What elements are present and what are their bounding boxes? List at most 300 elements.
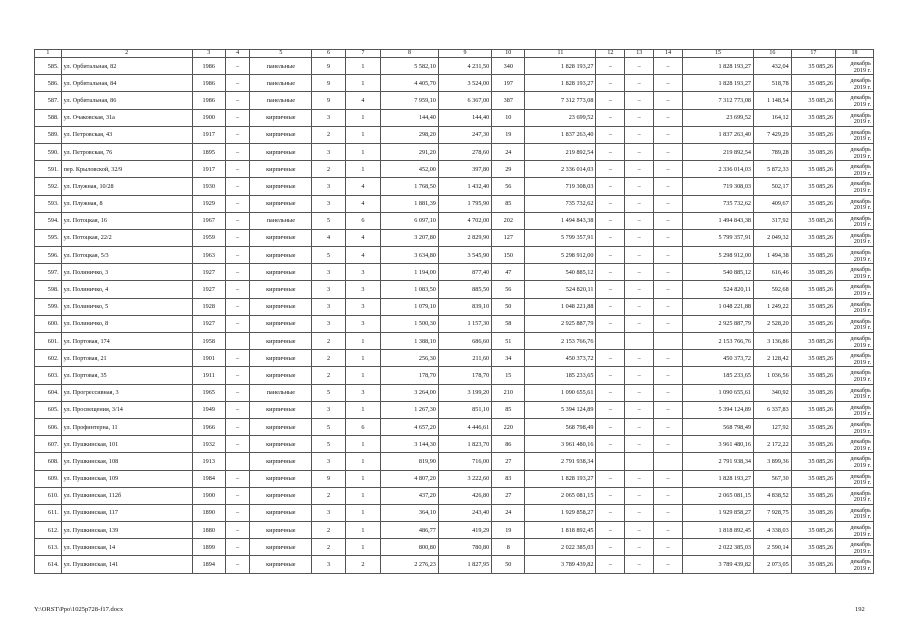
cell-cost-col-14: – bbox=[654, 315, 683, 332]
cell-floors: 3 bbox=[312, 504, 345, 521]
cell-total-cost: 1 828 193,27 bbox=[525, 75, 596, 92]
cell-residents: 340 bbox=[492, 58, 525, 75]
cell-cost-col-12: – bbox=[596, 247, 625, 264]
cell-wall-material: кирпичные bbox=[250, 229, 312, 246]
cell-cost-per-sqm: 409,67 bbox=[754, 195, 792, 212]
cell-address: ул. Петровская, 43 bbox=[61, 126, 192, 143]
table-row bbox=[35, 436, 874, 453]
cell-completion-date: декабрь 2019 г. bbox=[836, 126, 874, 143]
cell-cost-per-sqm: 592,68 bbox=[754, 281, 792, 298]
cell-total-area: 1 267,30 bbox=[381, 401, 439, 418]
cell-total-area: 256,30 bbox=[381, 350, 439, 367]
cell-residents: 58 bbox=[492, 315, 525, 332]
cell-residents: 10 bbox=[492, 109, 525, 126]
cell-floors: 5 bbox=[312, 247, 345, 264]
cell-total-area: 4 657,20 bbox=[381, 418, 439, 435]
cell-cost-col-12: – bbox=[596, 504, 625, 521]
cell-total-cost: 735 732,62 bbox=[525, 195, 596, 212]
cell-entrances: 4 bbox=[345, 92, 381, 109]
cell-year-reconstructed: – bbox=[225, 281, 249, 298]
table-row bbox=[35, 367, 874, 384]
cell-address: ул. Полиничко, 4 bbox=[61, 281, 192, 298]
cell-cost-col-13: – bbox=[625, 143, 654, 160]
cell-cost-col-14: – bbox=[654, 75, 683, 92]
cell-address: ул. Очаковская, 31а bbox=[61, 109, 192, 126]
table-body bbox=[35, 58, 874, 574]
cell-residents: 387 bbox=[492, 92, 525, 109]
cell-cost-col-12: – bbox=[596, 161, 625, 178]
cell-address: ул. Потоцкая, 16 bbox=[61, 212, 192, 229]
cell-cost-per-sqm: 317,92 bbox=[754, 212, 792, 229]
column-header: 3 bbox=[192, 50, 225, 58]
cell-year-built: 1958 bbox=[192, 333, 225, 350]
cell-floors: 9 bbox=[312, 58, 345, 75]
cell-residents: 15 bbox=[492, 367, 525, 384]
cell-completion-date: декабрь 2019 г. bbox=[836, 178, 874, 195]
cell-cost-col-12: – bbox=[596, 229, 625, 246]
cell-max-cost-per-sqm: 35 085,26 bbox=[791, 178, 835, 195]
cell-capital-repair-cost: 1 048 221,88 bbox=[682, 298, 753, 315]
column-header: 11 bbox=[525, 50, 596, 58]
cell-floors: 3 bbox=[312, 556, 345, 573]
cell-cost-col-12: – bbox=[596, 298, 625, 315]
cell-row-number: 603. bbox=[35, 367, 62, 384]
cell-entrances: 3 bbox=[345, 384, 381, 401]
page-number: 192 bbox=[855, 606, 865, 613]
cell-total-cost: 1 837 263,40 bbox=[525, 126, 596, 143]
cell-row-number: 592. bbox=[35, 178, 62, 195]
cell-completion-date: декабрь 2019 г. bbox=[836, 401, 874, 418]
cell-year-built: 1899 bbox=[192, 539, 225, 556]
cell-row-number: 599. bbox=[35, 298, 62, 315]
cell-cost-col-12 bbox=[596, 333, 625, 350]
cell-residents: 220 bbox=[492, 418, 525, 435]
cell-wall-material: кирпичные bbox=[250, 109, 312, 126]
cell-cost-col-14: – bbox=[654, 178, 683, 195]
cell-cost-col-13: – bbox=[625, 367, 654, 384]
cell-wall-material: кирпичные bbox=[250, 281, 312, 298]
cell-year-built: 1894 bbox=[192, 556, 225, 573]
cell-capital-repair-cost: 7 312 773,08 bbox=[682, 92, 753, 109]
cell-year-reconstructed: – bbox=[225, 315, 249, 332]
cell-year-reconstructed: – bbox=[225, 470, 249, 487]
cell-living-area: 4 446,61 bbox=[438, 418, 491, 435]
cell-year-reconstructed: – bbox=[225, 178, 249, 195]
cell-year-reconstructed: – bbox=[225, 350, 249, 367]
cell-living-area: 686,60 bbox=[438, 333, 491, 350]
cell-total-cost: 1 090 655,61 bbox=[525, 384, 596, 401]
cell-residents: 150 bbox=[492, 247, 525, 264]
cell-row-number: 612. bbox=[35, 522, 62, 539]
housing-register-table bbox=[34, 49, 874, 574]
cell-residents: 27 bbox=[492, 487, 525, 504]
cell-year-built: 1927 bbox=[192, 315, 225, 332]
cell-total-cost: 2 022 385,03 bbox=[525, 539, 596, 556]
cell-row-number: 585. bbox=[35, 58, 62, 75]
cell-address: ул. Пушкинская, 101 bbox=[61, 436, 192, 453]
cell-residents: 86 bbox=[492, 436, 525, 453]
cell-capital-repair-cost: 3 961 480,16 bbox=[682, 436, 753, 453]
cell-total-area: 1 194,00 bbox=[381, 264, 439, 281]
cell-year-reconstructed: – bbox=[225, 522, 249, 539]
cell-cost-col-12: – bbox=[596, 264, 625, 281]
cell-cost-per-sqm: 502,17 bbox=[754, 178, 792, 195]
cell-floors: 3 bbox=[312, 195, 345, 212]
table-row bbox=[35, 143, 874, 160]
cell-floors: 2 bbox=[312, 367, 345, 384]
cell-wall-material: кирпичные bbox=[250, 470, 312, 487]
cell-capital-repair-cost: 2 336 014,03 bbox=[682, 161, 753, 178]
cell-entrances: 1 bbox=[345, 401, 381, 418]
cell-total-area: 452,00 bbox=[381, 161, 439, 178]
cell-completion-date: декабрь 2019 г. bbox=[836, 384, 874, 401]
column-header: 6 bbox=[312, 50, 345, 58]
cell-entrances: 3 bbox=[345, 281, 381, 298]
cell-cost-col-12: – bbox=[596, 92, 625, 109]
cell-wall-material: кирпичные bbox=[250, 143, 312, 160]
cell-cost-col-12: – bbox=[596, 109, 625, 126]
cell-year-built: 1927 bbox=[192, 281, 225, 298]
cell-cost-col-13: – bbox=[625, 487, 654, 504]
cell-floors: 9 bbox=[312, 75, 345, 92]
cell-year-reconstructed: – bbox=[225, 436, 249, 453]
cell-entrances: 1 bbox=[345, 75, 381, 92]
cell-row-number: 601. bbox=[35, 333, 62, 350]
cell-residents: 85 bbox=[492, 195, 525, 212]
cell-max-cost-per-sqm: 35 085,26 bbox=[791, 264, 835, 281]
cell-capital-repair-cost: 1 828 193,27 bbox=[682, 58, 753, 75]
cell-row-number: 594. bbox=[35, 212, 62, 229]
cell-cost-per-sqm: 3 899,36 bbox=[754, 453, 792, 470]
cell-cost-col-13: – bbox=[625, 281, 654, 298]
cell-cost-col-13 bbox=[625, 453, 654, 470]
cell-total-cost: 5 799 357,91 bbox=[525, 229, 596, 246]
cell-cost-col-13: – bbox=[625, 109, 654, 126]
cell-cost-per-sqm: 1 494,38 bbox=[754, 247, 792, 264]
cell-completion-date: декабрь 2019 г. bbox=[836, 281, 874, 298]
cell-year-built: 1965 bbox=[192, 384, 225, 401]
cell-max-cost-per-sqm: 35 085,26 bbox=[791, 298, 835, 315]
cell-max-cost-per-sqm: 35 085,26 bbox=[791, 539, 835, 556]
cell-year-reconstructed: – bbox=[225, 418, 249, 435]
cell-capital-repair-cost: 185 233,65 bbox=[682, 367, 753, 384]
cell-completion-date: декабрь 2019 г. bbox=[836, 470, 874, 487]
cell-row-number: 586. bbox=[35, 75, 62, 92]
cell-floors: 3 bbox=[312, 453, 345, 470]
cell-cost-col-14: – bbox=[654, 126, 683, 143]
cell-address: ул. Потоцкая, 5/3 bbox=[61, 247, 192, 264]
column-header: 2 bbox=[61, 50, 192, 58]
cell-capital-repair-cost: 568 798,49 bbox=[682, 418, 753, 435]
cell-row-number: 588. bbox=[35, 109, 62, 126]
cell-year-built: 1986 bbox=[192, 58, 225, 75]
cell-cost-col-13: – bbox=[625, 418, 654, 435]
cell-cost-col-13: – bbox=[625, 229, 654, 246]
cell-cost-col-13 bbox=[625, 333, 654, 350]
cell-entrances: 2 bbox=[345, 556, 381, 573]
cell-max-cost-per-sqm: 35 085,26 bbox=[791, 333, 835, 350]
cell-residents: 56 bbox=[492, 178, 525, 195]
cell-max-cost-per-sqm: 35 085,26 bbox=[791, 212, 835, 229]
table-row bbox=[35, 522, 874, 539]
cell-row-number: 600. bbox=[35, 315, 62, 332]
cell-cost-col-13: – bbox=[625, 212, 654, 229]
table-row bbox=[35, 229, 874, 246]
cell-cost-col-13: – bbox=[625, 522, 654, 539]
cell-max-cost-per-sqm: 35 085,26 bbox=[791, 470, 835, 487]
cell-total-area: 1 881,39 bbox=[381, 195, 439, 212]
cell-year-built: 1917 bbox=[192, 126, 225, 143]
cell-cost-col-14: – bbox=[654, 522, 683, 539]
cell-wall-material: кирпичные bbox=[250, 436, 312, 453]
cell-entrances: 1 bbox=[345, 522, 381, 539]
cell-year-built: 1959 bbox=[192, 229, 225, 246]
cell-row-number: 604. bbox=[35, 384, 62, 401]
cell-row-number: 605. bbox=[35, 401, 62, 418]
cell-cost-col-13: – bbox=[625, 298, 654, 315]
cell-floors: 5 bbox=[312, 436, 345, 453]
cell-wall-material: кирпичные bbox=[250, 333, 312, 350]
cell-living-area: 278,60 bbox=[438, 143, 491, 160]
cell-completion-date: декабрь 2019 г. bbox=[836, 161, 874, 178]
table-row bbox=[35, 401, 874, 418]
cell-year-reconstructed: – bbox=[225, 75, 249, 92]
table-row bbox=[35, 126, 874, 143]
cell-completion-date: декабрь 2019 г. bbox=[836, 229, 874, 246]
cell-address: ул. Орбитальная, 84 bbox=[61, 75, 192, 92]
cell-capital-repair-cost: 1 837 263,40 bbox=[682, 126, 753, 143]
cell-total-area: 178,70 bbox=[381, 367, 439, 384]
cell-total-area: 800,80 bbox=[381, 539, 439, 556]
cell-cost-col-14: – bbox=[654, 92, 683, 109]
cell-capital-repair-cost: 524 820,11 bbox=[682, 281, 753, 298]
cell-completion-date: декабрь 2019 г. bbox=[836, 504, 874, 521]
cell-cost-col-13: – bbox=[625, 195, 654, 212]
cell-cost-col-13: – bbox=[625, 470, 654, 487]
cell-wall-material: панельные bbox=[250, 92, 312, 109]
table-row bbox=[35, 58, 874, 75]
cell-row-number: 598. bbox=[35, 281, 62, 298]
table-row bbox=[35, 212, 874, 229]
cell-cost-per-sqm: 1 148,54 bbox=[754, 92, 792, 109]
cell-floors: 2 bbox=[312, 350, 345, 367]
table-row bbox=[35, 264, 874, 281]
cell-capital-repair-cost: 1 828 193,27 bbox=[682, 75, 753, 92]
cell-floors: 2 bbox=[312, 487, 345, 504]
cell-entrances: 4 bbox=[345, 247, 381, 264]
cell-cost-col-12: – bbox=[596, 522, 625, 539]
cell-residents: 29 bbox=[492, 161, 525, 178]
cell-cost-col-13: – bbox=[625, 436, 654, 453]
cell-completion-date: декабрь 2019 г. bbox=[836, 539, 874, 556]
cell-address: ул. Полиничко, 8 bbox=[61, 315, 192, 332]
cell-total-area: 298,20 bbox=[381, 126, 439, 143]
cell-cost-col-13: – bbox=[625, 350, 654, 367]
cell-year-built: 1928 bbox=[192, 298, 225, 315]
cell-total-cost: 719 308,03 bbox=[525, 178, 596, 195]
cell-completion-date: декабрь 2019 г. bbox=[836, 367, 874, 384]
cell-max-cost-per-sqm: 35 085,26 bbox=[791, 247, 835, 264]
cell-address: ул. Портовая, 35 bbox=[61, 367, 192, 384]
cell-cost-col-12: – bbox=[596, 75, 625, 92]
cell-wall-material: кирпичные bbox=[250, 367, 312, 384]
cell-year-reconstructed: – bbox=[225, 212, 249, 229]
cell-year-reconstructed: – bbox=[225, 504, 249, 521]
cell-living-area: 2 829,90 bbox=[438, 229, 491, 246]
cell-max-cost-per-sqm: 35 085,26 bbox=[791, 126, 835, 143]
cell-cost-per-sqm: 2 049,32 bbox=[754, 229, 792, 246]
cell-year-reconstructed: – bbox=[225, 401, 249, 418]
cell-year-reconstructed: – bbox=[225, 247, 249, 264]
cell-year-reconstructed bbox=[225, 333, 249, 350]
cell-living-area: 3 199,20 bbox=[438, 384, 491, 401]
cell-max-cost-per-sqm: 35 085,26 bbox=[791, 436, 835, 453]
cell-address: ул. Пушкинская, 109 bbox=[61, 470, 192, 487]
column-header: 1 bbox=[35, 50, 62, 58]
cell-floors: 2 bbox=[312, 161, 345, 178]
cell-total-cost: 23 699,52 bbox=[525, 109, 596, 126]
cell-living-area: 3 222,60 bbox=[438, 470, 491, 487]
cell-completion-date: декабрь 2019 г. bbox=[836, 212, 874, 229]
cell-completion-date: декабрь 2019 г. bbox=[836, 109, 874, 126]
table-row bbox=[35, 470, 874, 487]
cell-living-area: 426,80 bbox=[438, 487, 491, 504]
cell-total-cost: 5 298 912,00 bbox=[525, 247, 596, 264]
cell-capital-repair-cost: 2 791 938,34 bbox=[682, 453, 753, 470]
cell-total-area: 3 634,80 bbox=[381, 247, 439, 264]
cell-year-built: 1932 bbox=[192, 436, 225, 453]
cell-cost-col-13: – bbox=[625, 504, 654, 521]
cell-cost-per-sqm: 432,04 bbox=[754, 58, 792, 75]
column-header: 14 bbox=[654, 50, 683, 58]
table-row bbox=[35, 453, 874, 470]
cell-entrances: 4 bbox=[345, 229, 381, 246]
cell-year-reconstructed: – bbox=[225, 126, 249, 143]
cell-total-area: 3 264,00 bbox=[381, 384, 439, 401]
cell-cost-col-12: – bbox=[596, 436, 625, 453]
cell-entrances: 6 bbox=[345, 418, 381, 435]
cell-cost-col-13: – bbox=[625, 384, 654, 401]
cell-entrances: 1 bbox=[345, 126, 381, 143]
cell-entrances: 6 bbox=[345, 212, 381, 229]
cell-year-built: 1967 bbox=[192, 212, 225, 229]
cell-cost-per-sqm: 2 528,20 bbox=[754, 315, 792, 332]
cell-max-cost-per-sqm: 35 085,26 bbox=[791, 487, 835, 504]
cell-cost-per-sqm: 7 429,29 bbox=[754, 126, 792, 143]
cell-year-built: 1917 bbox=[192, 161, 225, 178]
cell-year-reconstructed: – bbox=[225, 161, 249, 178]
cell-total-cost: 450 373,72 bbox=[525, 350, 596, 367]
cell-address: ул. Профинтерна, 11 bbox=[61, 418, 192, 435]
cell-address: ул. Портовая, 174 bbox=[61, 333, 192, 350]
cell-address: ул. Петровская, 76 bbox=[61, 143, 192, 160]
cell-year-built: 1930 bbox=[192, 178, 225, 195]
cell-cost-col-12: – bbox=[596, 350, 625, 367]
cell-address: ул. Орбитальная, 82 bbox=[61, 58, 192, 75]
cell-cost-per-sqm: 2 172,22 bbox=[754, 436, 792, 453]
cell-total-area: 437,20 bbox=[381, 487, 439, 504]
cell-capital-repair-cost: 735 732,62 bbox=[682, 195, 753, 212]
cell-year-built: 1913 bbox=[192, 453, 225, 470]
cell-cost-col-12: – bbox=[596, 281, 625, 298]
cell-cost-col-14: – bbox=[654, 109, 683, 126]
cell-total-cost: 3 789 439,82 bbox=[525, 556, 596, 573]
cell-cost-col-14: – bbox=[654, 195, 683, 212]
cell-floors: 3 bbox=[312, 315, 345, 332]
cell-cost-col-14: – bbox=[654, 436, 683, 453]
cell-cost-per-sqm: 1 036,56 bbox=[754, 367, 792, 384]
cell-residents: 50 bbox=[492, 298, 525, 315]
cell-max-cost-per-sqm: 35 085,26 bbox=[791, 384, 835, 401]
cell-floors: 3 bbox=[312, 178, 345, 195]
table-row bbox=[35, 350, 874, 367]
table-row bbox=[35, 315, 874, 332]
column-header: 17 bbox=[791, 50, 835, 58]
cell-residents: 83 bbox=[492, 470, 525, 487]
cell-floors: 9 bbox=[312, 470, 345, 487]
cell-cost-col-14: – bbox=[654, 539, 683, 556]
cell-total-cost: 2 065 081,15 bbox=[525, 487, 596, 504]
cell-entrances: 3 bbox=[345, 315, 381, 332]
cell-cost-col-14: – bbox=[654, 212, 683, 229]
cell-entrances: 1 bbox=[345, 161, 381, 178]
cell-completion-date: декабрь 2019 г. bbox=[836, 453, 874, 470]
column-header: 9 bbox=[438, 50, 491, 58]
cell-floors: 3 bbox=[312, 298, 345, 315]
cell-total-area: 4 405,70 bbox=[381, 75, 439, 92]
cell-wall-material: кирпичные bbox=[250, 522, 312, 539]
cell-cost-col-14: – bbox=[654, 367, 683, 384]
cell-year-built: 1966 bbox=[192, 418, 225, 435]
cell-cost-per-sqm: 2 590,14 bbox=[754, 539, 792, 556]
column-header: 4 bbox=[225, 50, 249, 58]
cell-address: ул. Пушкинская, 141 bbox=[61, 556, 192, 573]
cell-max-cost-per-sqm: 35 085,26 bbox=[791, 522, 835, 539]
cell-capital-repair-cost: 2 153 766,76 bbox=[682, 333, 753, 350]
cell-living-area: 6 367,00 bbox=[438, 92, 491, 109]
cell-entrances: 1 bbox=[345, 436, 381, 453]
cell-cost-per-sqm: 2 073,05 bbox=[754, 556, 792, 573]
cell-completion-date: декабрь 2019 г. bbox=[836, 436, 874, 453]
cell-floors: 2 bbox=[312, 539, 345, 556]
table-row bbox=[35, 247, 874, 264]
cell-completion-date: декабрь 2019 г. bbox=[836, 92, 874, 109]
cell-entrances: 1 bbox=[345, 143, 381, 160]
column-header: 16 bbox=[754, 50, 792, 58]
cell-row-number: 606. bbox=[35, 418, 62, 435]
cell-cost-col-13: – bbox=[625, 161, 654, 178]
cell-total-cost: 1 929 858,27 bbox=[525, 504, 596, 521]
cell-max-cost-per-sqm: 35 085,26 bbox=[791, 350, 835, 367]
column-header: 5 bbox=[250, 50, 312, 58]
cell-entrances: 1 bbox=[345, 487, 381, 504]
cell-year-built: 1984 bbox=[192, 470, 225, 487]
cell-floors: 2 bbox=[312, 522, 345, 539]
cell-living-area: 178,70 bbox=[438, 367, 491, 384]
cell-floors: 9 bbox=[312, 92, 345, 109]
cell-year-built: 1890 bbox=[192, 504, 225, 521]
cell-year-reconstructed: – bbox=[225, 367, 249, 384]
cell-year-reconstructed bbox=[225, 453, 249, 470]
cell-residents: 127 bbox=[492, 229, 525, 246]
cell-row-number: 613. bbox=[35, 539, 62, 556]
cell-cost-col-14: – bbox=[654, 161, 683, 178]
cell-total-cost: 568 798,49 bbox=[525, 418, 596, 435]
cell-row-number: 597. bbox=[35, 264, 62, 281]
cell-total-cost: 2 336 014,03 bbox=[525, 161, 596, 178]
cell-total-cost: 524 820,11 bbox=[525, 281, 596, 298]
table-row bbox=[35, 281, 874, 298]
